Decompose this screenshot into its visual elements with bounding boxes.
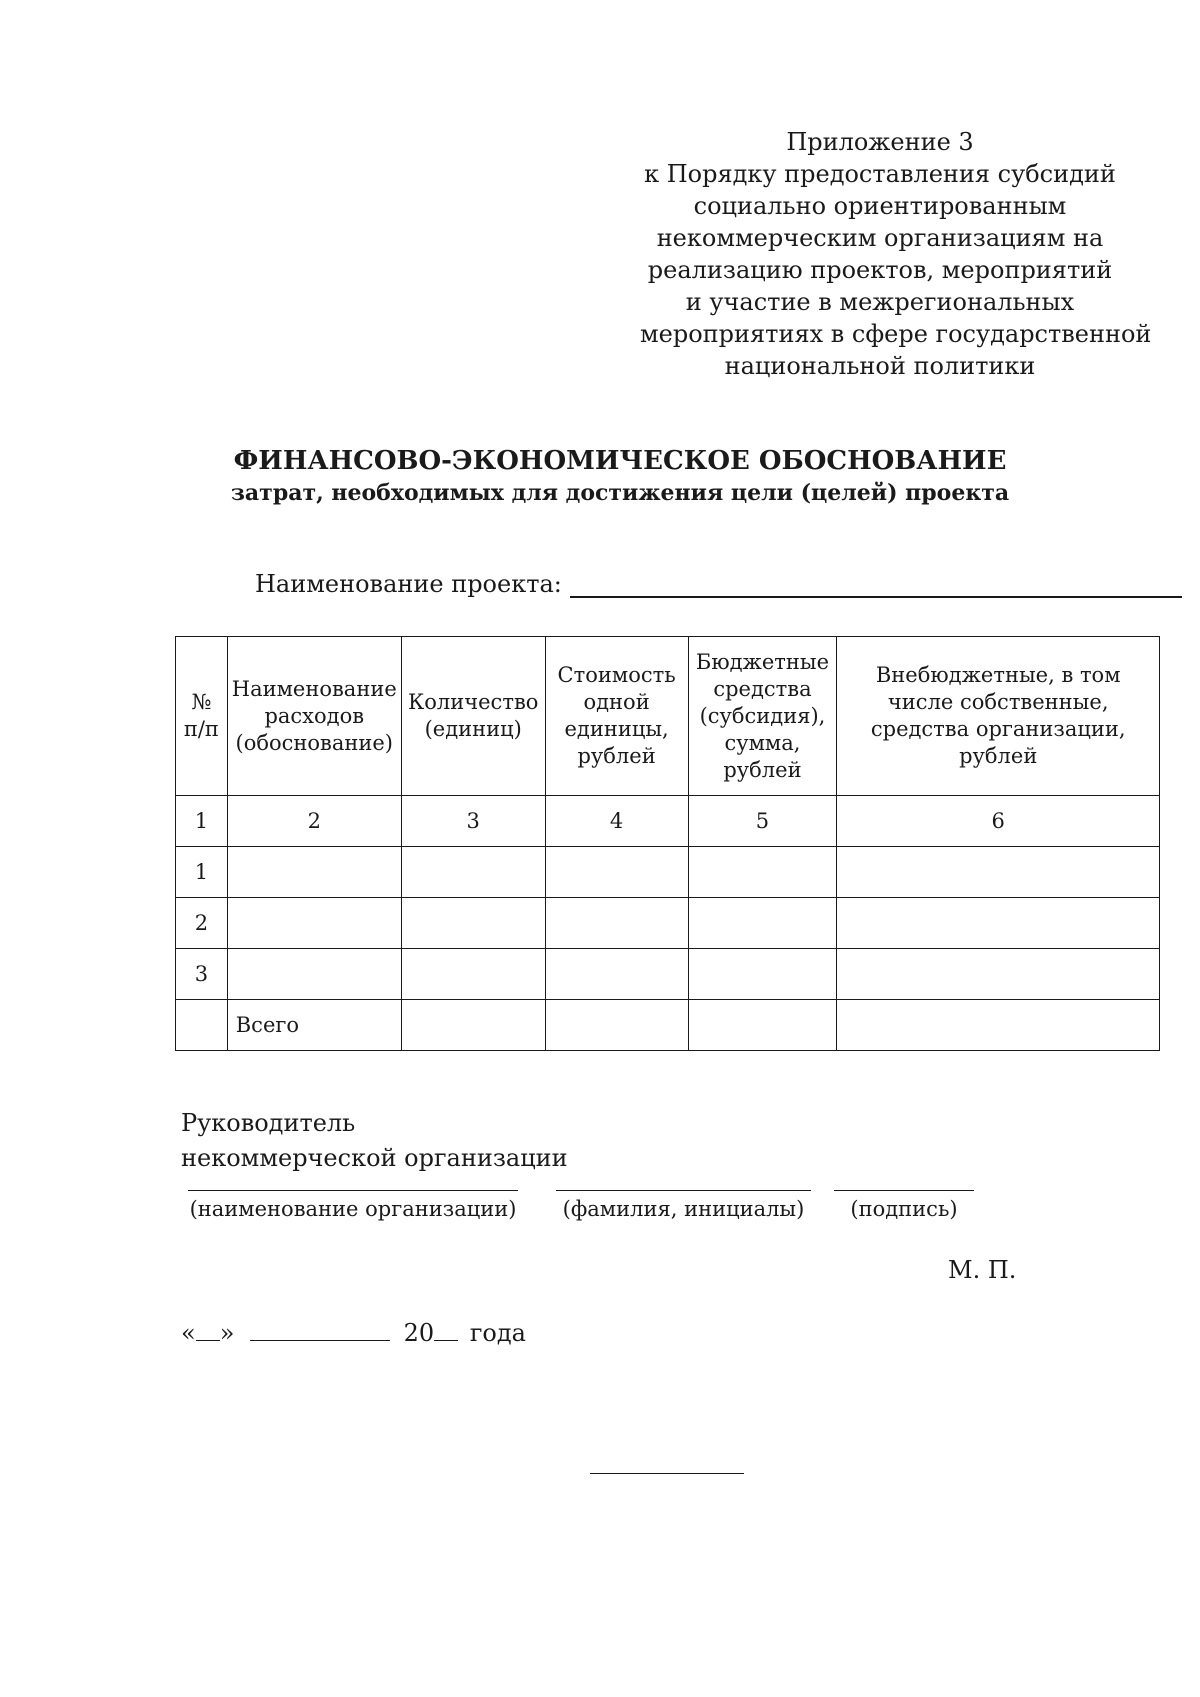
column-number: 6 xyxy=(837,796,1160,847)
year-prefix: 20 xyxy=(403,1319,435,1347)
organization-caption: (наименование организации) xyxy=(189,1197,517,1221)
unit-cost-cell[interactable] xyxy=(545,949,688,1000)
column-number: 5 xyxy=(688,796,837,847)
column-number: 3 xyxy=(401,796,545,847)
year-blank[interactable] xyxy=(434,1318,458,1341)
column-number: 2 xyxy=(227,796,401,847)
extra-budget-funds-total-cell[interactable] xyxy=(837,1000,1160,1051)
unit-cost-cell[interactable] xyxy=(545,847,688,898)
unit-cost-total-cell[interactable] xyxy=(545,1000,688,1051)
appendix-line: социально ориентированным xyxy=(693,192,1067,220)
appendix-line: Приложение 3 xyxy=(786,128,974,156)
quantity-cell[interactable] xyxy=(401,847,545,898)
date-open-quote: « xyxy=(181,1319,196,1347)
organization-signature-field[interactable] xyxy=(188,1190,518,1221)
header-cell-extra-budget-funds: Внебюджетные, в том числе собственные, средства организации, рублей xyxy=(837,637,1160,796)
unit-cost-cell[interactable] xyxy=(545,898,688,949)
organization-blank[interactable] xyxy=(188,1190,518,1191)
total-label: Всего xyxy=(227,1000,401,1051)
budget-funds-cell[interactable] xyxy=(688,898,837,949)
document-title xyxy=(170,444,1070,508)
name-caption: (фамилия, инициалы) xyxy=(562,1197,805,1221)
table-header-row xyxy=(176,637,1160,796)
appendix-line: мероприятиях в сфере государственной xyxy=(640,320,1152,348)
signature-field[interactable] xyxy=(834,1190,974,1221)
expense-name-cell[interactable] xyxy=(227,949,401,1000)
signer-line: Руководитель xyxy=(181,1109,356,1137)
header-cell-unit-cost: Стоимость одной единицы, рублей xyxy=(545,637,688,796)
table-row xyxy=(176,949,1160,1000)
table-row xyxy=(176,898,1160,949)
signature-caption: (подпись) xyxy=(850,1197,958,1221)
name-blank[interactable] xyxy=(556,1190,811,1191)
header-cell-budget-funds: Бюджетные средства (субсидия), сумма, рублей xyxy=(688,637,837,796)
table-row xyxy=(176,847,1160,898)
stamp-place: М. П. xyxy=(948,1256,1017,1284)
year-suffix: года xyxy=(469,1319,526,1347)
extra-budget-funds-cell[interactable] xyxy=(837,847,1160,898)
appendix-line: национальной политики xyxy=(724,352,1036,380)
project-name-blank[interactable] xyxy=(570,570,1182,598)
quantity-total-cell[interactable] xyxy=(401,1000,545,1051)
date-field xyxy=(181,1318,526,1347)
column-number: 4 xyxy=(545,796,688,847)
header-cell-number: № п/п xyxy=(176,637,228,796)
appendix-note xyxy=(640,126,1152,382)
row-number: 3 xyxy=(176,949,228,1000)
day-blank[interactable] xyxy=(196,1318,220,1341)
header-cell-quantity: Количество (единиц) xyxy=(401,637,545,796)
appendix-line: некоммерческим организациям на xyxy=(656,224,1104,252)
date-close-quote: » xyxy=(219,1319,235,1347)
expense-name-cell[interactable] xyxy=(227,847,401,898)
row-number: 2 xyxy=(176,898,228,949)
signer-line: некоммерческой организации xyxy=(181,1144,568,1172)
project-name-label: Наименование проекта: xyxy=(255,570,562,598)
header-cell-expense-name: Наименование расходов (обоснование) xyxy=(227,637,401,796)
cost-table xyxy=(175,636,1160,1051)
column-number-row xyxy=(176,796,1160,847)
month-blank[interactable] xyxy=(250,1318,390,1341)
appendix-line: и участие в межрегиональных xyxy=(685,288,1075,316)
quantity-cell[interactable] xyxy=(401,949,545,1000)
row-number: 1 xyxy=(176,847,228,898)
budget-funds-total-cell[interactable] xyxy=(688,1000,837,1051)
signer-title xyxy=(181,1106,568,1176)
row-number xyxy=(176,1000,228,1051)
appendix-line: реализацию проектов, мероприятий xyxy=(647,256,1113,284)
title-subtitle: затрат, необходимых для достижения цели (целей) проекта xyxy=(230,480,1010,506)
extra-budget-funds-cell[interactable] xyxy=(837,949,1160,1000)
extra-budget-funds-cell[interactable] xyxy=(837,898,1160,949)
column-number: 1 xyxy=(176,796,228,847)
project-name-field xyxy=(255,570,1182,598)
budget-funds-cell[interactable] xyxy=(688,847,837,898)
budget-funds-cell[interactable] xyxy=(688,949,837,1000)
title-main: ФИНАНСОВО-ЭКОНОМИЧЕСКОЕ ОБОСНОВАНИЕ xyxy=(233,446,1007,476)
name-signature-field[interactable] xyxy=(556,1190,811,1221)
table-total-row xyxy=(176,1000,1160,1051)
end-divider xyxy=(590,1473,744,1474)
quantity-cell[interactable] xyxy=(401,898,545,949)
expense-name-cell[interactable] xyxy=(227,898,401,949)
signature-blank[interactable] xyxy=(834,1190,974,1191)
appendix-line: к Порядку предоставления субсидий xyxy=(644,160,1116,188)
